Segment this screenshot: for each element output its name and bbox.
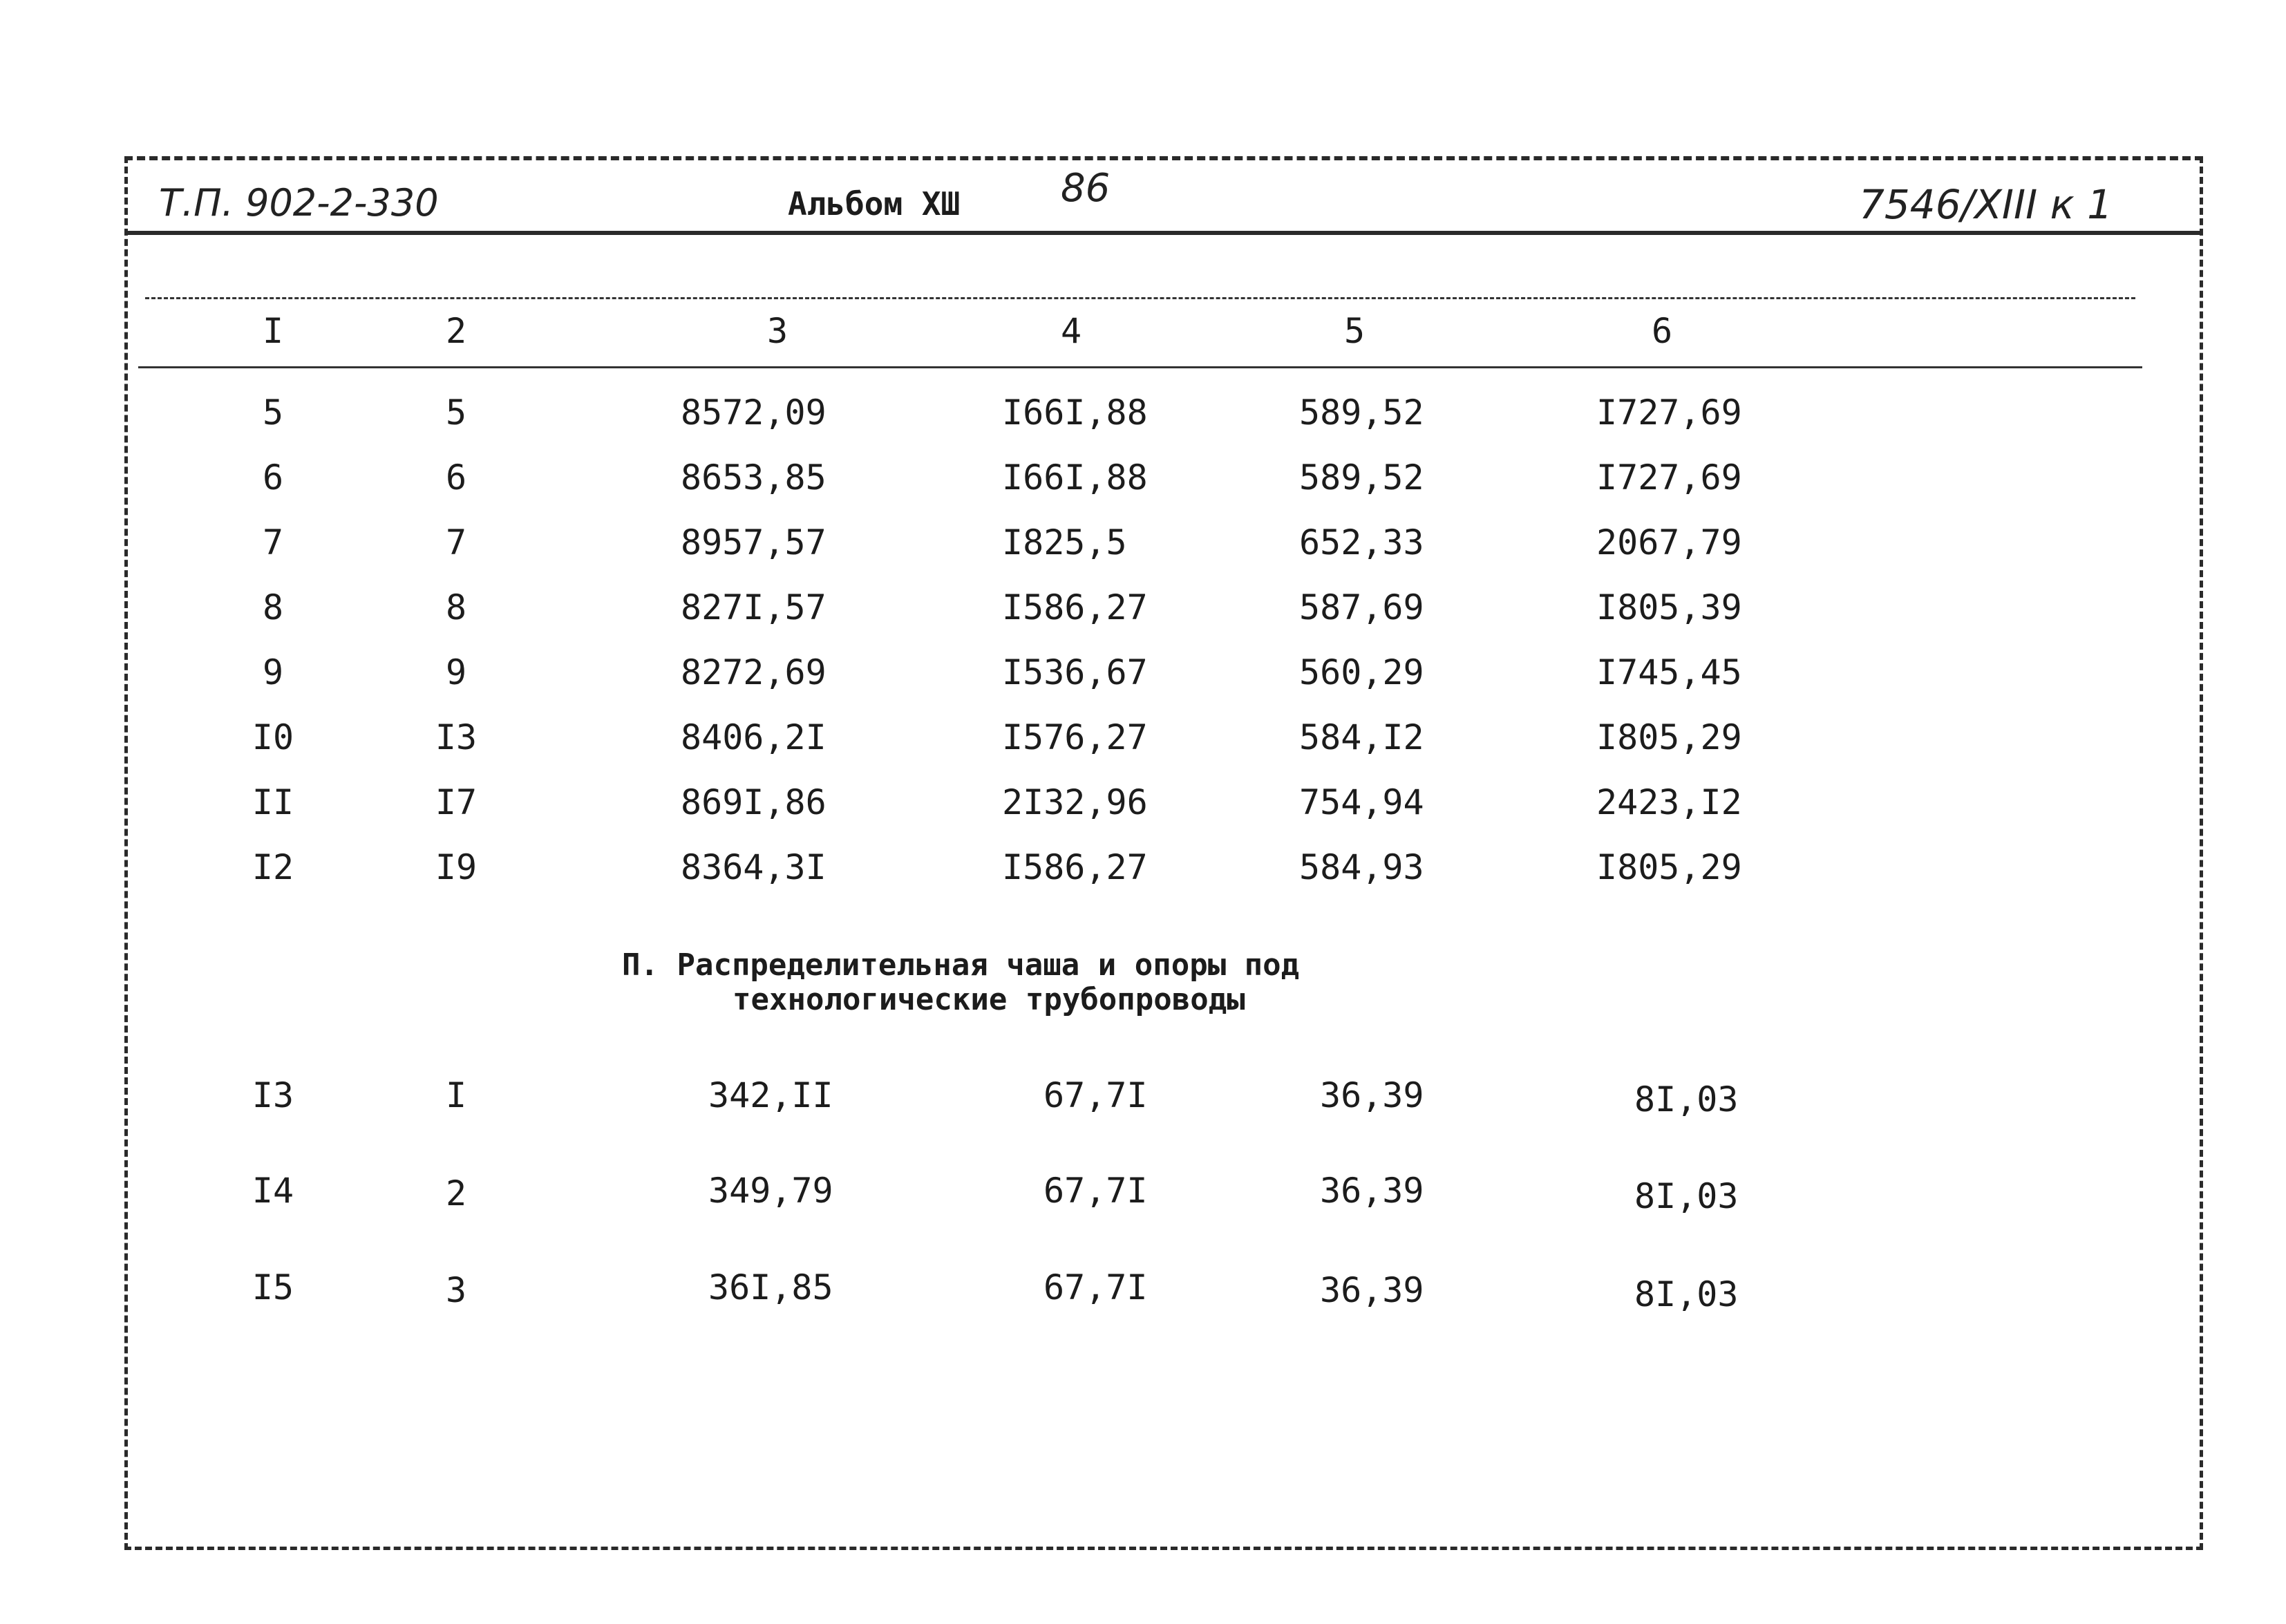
cell-col2: I7: [435, 782, 478, 822]
cell-col6: 8I,03: [1634, 1079, 1739, 1120]
cell-col1: 5: [262, 393, 284, 433]
page-number: 86: [1061, 166, 1111, 211]
cell-col5: 584,I2: [1299, 717, 1424, 757]
cell-col1: II: [252, 782, 294, 822]
cell-col3: 349,79: [708, 1171, 833, 1211]
cell-col5: 652,33: [1299, 522, 1424, 563]
cell-col3: 8406,2I: [681, 717, 826, 757]
cell-col6: I805,39: [1596, 587, 1742, 627]
cell-col1: 6: [262, 457, 284, 498]
cell-col2: I: [445, 1075, 467, 1115]
cell-col6: 8I,03: [1634, 1274, 1739, 1314]
cell-col1: I0: [252, 717, 294, 757]
cell-col4: I586,27: [1002, 847, 1148, 887]
cell-col2: 2: [445, 1173, 467, 1214]
cell-col3: 827I,57: [681, 587, 826, 627]
section-title-line2: технологические трубопроводы: [733, 982, 1245, 1017]
cell-col1: I3: [252, 1075, 294, 1115]
column-header-1: I: [262, 311, 284, 351]
cell-col3: 8364,3I: [681, 847, 826, 887]
column-header-3: 3: [766, 311, 788, 351]
document-code: Т.П. 902-2-330: [159, 181, 439, 225]
cell-col4: I66I,88: [1002, 457, 1148, 498]
cell-col1: I5: [252, 1267, 294, 1307]
cell-col6: I805,29: [1596, 847, 1742, 887]
cell-col6: 8I,03: [1634, 1176, 1739, 1216]
cell-col6: I745,45: [1596, 652, 1742, 692]
section-title-line1: П. Распределительная чаша и опоры под: [622, 947, 1300, 983]
column-header-2: 2: [445, 311, 467, 351]
cell-col4: 2I32,96: [1002, 782, 1148, 822]
album-label: Альбом XШ: [788, 185, 961, 223]
cell-col3: 36I,85: [708, 1267, 833, 1307]
table-top-rule: [145, 297, 2135, 299]
cell-col4: I576,27: [1002, 717, 1148, 757]
cell-col4: 67,7I: [1043, 1171, 1148, 1211]
cell-col3: 8572,09: [681, 393, 826, 433]
header-divider: [124, 231, 2203, 235]
cell-col2: 5: [445, 393, 467, 433]
cell-col2: 3: [445, 1270, 467, 1310]
cell-col1: 7: [262, 522, 284, 563]
cell-col2: 8: [445, 587, 467, 627]
cell-col6: I727,69: [1596, 393, 1742, 433]
cell-col5: 560,29: [1299, 652, 1424, 692]
cell-col5: 587,69: [1299, 587, 1424, 627]
cell-col4: I66I,88: [1002, 393, 1148, 433]
cell-col6: 2423,I2: [1596, 782, 1742, 822]
cell-col5: 36,39: [1320, 1075, 1424, 1115]
section-title: [622, 948, 1451, 1017]
cell-col3: 342,II: [708, 1075, 833, 1115]
cell-col5: 589,52: [1299, 393, 1424, 433]
cell-col2: 6: [445, 457, 467, 498]
cell-col3: 869I,86: [681, 782, 826, 822]
column-header-5: 5: [1343, 311, 1366, 351]
cell-col4: I825,5: [1002, 522, 1127, 563]
cell-col5: 584,93: [1299, 847, 1424, 887]
cell-col2: I9: [435, 847, 478, 887]
cell-col3: 8272,69: [681, 652, 826, 692]
cell-col2: 7: [445, 522, 467, 563]
cell-col3: 8957,57: [681, 522, 826, 563]
cell-col4: I586,27: [1002, 587, 1148, 627]
cell-col6: I805,29: [1596, 717, 1742, 757]
table-header-rule: [138, 366, 2142, 368]
cell-col2: 9: [445, 652, 467, 692]
cell-col1: 9: [262, 652, 284, 692]
cell-col4: 67,7I: [1043, 1267, 1148, 1307]
cell-col4: 67,7I: [1043, 1075, 1148, 1115]
cell-col1: I4: [252, 1171, 294, 1211]
column-header-4: 4: [1060, 311, 1082, 351]
cell-col1: I2: [252, 847, 294, 887]
cell-col5: 36,39: [1320, 1270, 1424, 1310]
cell-col2: I3: [435, 717, 478, 757]
column-header-6: 6: [1651, 311, 1673, 351]
cell-col4: I536,67: [1002, 652, 1148, 692]
cell-col5: 36,39: [1320, 1171, 1424, 1211]
cell-col6: I727,69: [1596, 457, 1742, 498]
cell-col5: 754,94: [1299, 782, 1424, 822]
cell-col1: 8: [262, 587, 284, 627]
cell-col3: 8653,85: [681, 457, 826, 498]
cell-col5: 589,52: [1299, 457, 1424, 498]
archive-code: 7546/XIII к 1: [1859, 181, 2113, 228]
cell-col6: 2067,79: [1596, 522, 1742, 563]
